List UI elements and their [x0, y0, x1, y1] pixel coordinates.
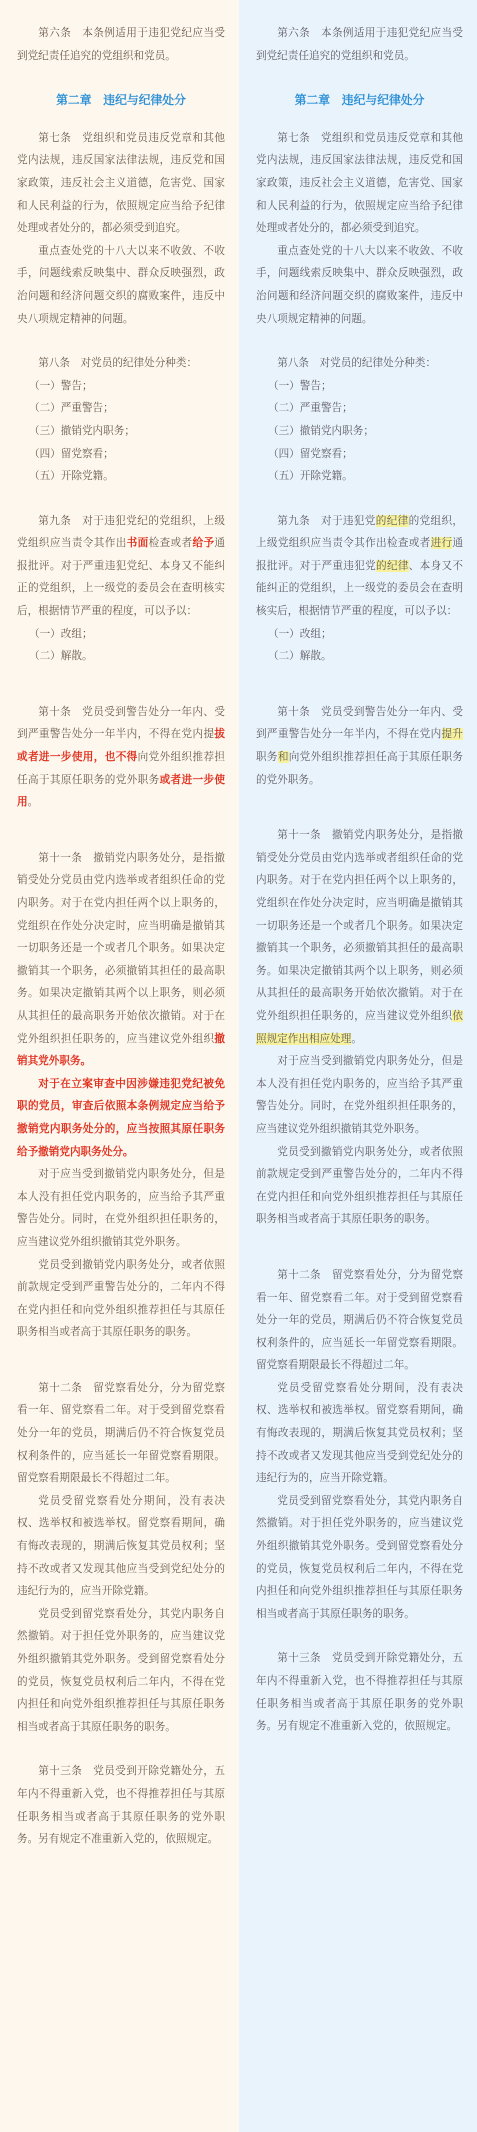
article-7: 第七条 党组织和党员违反党章和其他党内法规，违反国家法律法规，违反党和国家政策，违反社会主义道德，危害党、国家和人民利益的行为，依照规定应当给予纪律处理或者处分的，都必须受到追究。: [256, 131, 463, 235]
changed-text: 依照规定作出相应处理: [256, 1009, 463, 1045]
article-13: 第十三条 党员受到开除党籍处分，五年内不得重新入党，也不得推荐担任与其原任职务相当或者高于其原任职务的党外职务。另有规定不准重新入党的，依照规定。: [256, 1652, 463, 1733]
list-item: （一）警告；: [29, 379, 93, 392]
article-11-para-2: 对于应当受到撤销党内职务处分，但是本人没有担任党内职务的，应当给予其严重警告处分。同时，在党外组织担任职务的，应当建议党外组织撤销其党外职务。: [256, 1055, 463, 1135]
article-9: 第九条 对于违犯党的纪律的党组织，上级党组织应当责令其作出检查或者进行通报批评。对于严重违犯党的纪律、本身又不能纠正的党组织，上一级党的委员会在查明核实后，根据情节严重的程度，可以予以：: [256, 514, 464, 618]
added-text: 或者进一步使用: [17, 773, 226, 809]
article-6: 第六条 本条例适用于违犯党纪应当受到党纪责任追究的党组织和党员。: [256, 27, 463, 62]
article-7-para-2: 重点查处党的十八大以来不收敛、不收手，问题线索反映集中、群众反映强烈，政治问题和经济问题交织的腐败案件，违反中央八项规定精神的问题。: [256, 244, 463, 325]
added-text: 撤销其党外职务。: [17, 1032, 225, 1068]
article-9: 第九条 对于违犯党纪的党组织，上级党组织应当责令其作出书面检查或者给予通报批评。对于严重违犯党纪、本身又不能纠正的党组织，上一级党的委员会在查明核实后，根据情节严重的程度，可以予以：: [17, 514, 226, 618]
article-11-para-2: 对于应当受到撤销党内职务处分，但是本人没有担任党内职务的，应当给予其严重警告处分。同时，在党外组织担任职务的，应当建议党外组织撤销其党外职务。: [17, 1168, 225, 1248]
list-item: （五）开除党籍。: [29, 470, 114, 483]
article-12: 第十二条 留党察看处分，分为留党察看一年、留党察看二年。对于受到留党察看处分一年的党员，期满后仍不符合恢复党员权利条件的，应当延长一年留党察看期限。留党察看期限最长不得超过二年。: [256, 1268, 463, 1372]
list-item: （三）撤销党内职务；: [268, 424, 374, 437]
list-item: （二）严重警告；: [29, 402, 114, 415]
added-text: 或者进一步使用，也不得: [17, 751, 138, 764]
changed-text: 和: [277, 751, 289, 764]
list-item: （四）留党察看；: [29, 447, 114, 460]
article-12-para-3: 党员受到留党察看处分，其党内职务自然撤销。对于担任党外职务的，应当建议党外组织撤销其党外职务。受到留党察看处分的党员，恢复党员权利后二年内，不得在党内担任和向党外组织推荐担任与其原任职务相当或者高于其原任职务的职务。: [256, 1494, 463, 1620]
list-item: （一）改组；: [29, 627, 93, 640]
article-11: 第十一条 撤销党内职务处分，是指撤销受处分党员由党内选举或者组织任命的党内职务。对于在党内担任两个以上职务的，党组织在作处分决定时，应当明确是撤销其一切职务还是一个或者几个职务。如果决定撤销其一个职务，必须撤销其担任的最高职务。如果决定撤销其两个以上职务，则必须从其担任的最高职务开始依次撤销。对于在党外组织担任职务的，应当建议党外组织依照规定作出相应处理。: [256, 829, 463, 1045]
changed-text: 的纪律: [375, 514, 409, 527]
article-12: 第十二条 留党察看处分，分为留党察看一年、留党察看二年。对于受到留党察看处分一年的党员，期满后仍不符合恢复党员权利条件的，应当延长一年留党察看期限。留党察看期限最长不得超过二年。: [17, 1381, 225, 1485]
article-8: 第八条 对党员的纪律处分种类：: [277, 357, 437, 370]
list-item: （一）改组；: [268, 627, 332, 640]
article-11-added-para: 对于在立案审查中因涉嫌违犯党纪被免职的党员，审查后依照本条例规定应当给予撤销党内职务处分的，应当按照其原任职务给予撤销党内职务处分。: [17, 1077, 225, 1158]
article-12-para-2: 党员受留党察看处分期间，没有表决权、选举权和被选举权。留党察看期间，确有悔改表现的，期满后恢复其党员权利；坚持不改或者又发现其他应当受到党纪处分的违纪行为的，应当开除党籍。: [17, 1494, 225, 1598]
list-item: （二）解散。: [268, 650, 332, 663]
chapter-2-heading: 第二章 违纪与纪律处分: [56, 93, 186, 108]
article-11-para-3: 党员受到撤销党内职务处分，或者依照前款规定受到严重警告处分的，二年内不得在党内担任和向党外组织推荐担任与其原任职务相当或者高于其原任职务的职务。: [256, 1145, 463, 1226]
article-13: 第十三条 党员受到开除党籍处分，五年内不得重新入党，也不得推荐担任与其原任职务相当或者高于其原任职务的党外职务。另有规定不准重新入党的，依照规定。: [17, 1765, 225, 1846]
article-7: 第七条 党组织和党员违反党章和其他党内法规，违反国家法律法规，违反党和国家政策，违反社会主义道德，危害党、国家和人民利益的行为，依照规定应当给予纪律处理或者处分的，都必须受到追究。: [17, 131, 225, 235]
list-item: （五）开除党籍。: [268, 470, 353, 483]
added-text: 给予: [192, 537, 215, 550]
article-7-para-2: 重点查处党的十八大以来不收敛、不收手，问题线索反映集中、群众反映强烈，政治问题和经济问题交织的腐败案件，违反中央八项规定精神的问题。: [17, 244, 225, 325]
article-12-para-3: 党员受到留党察看处分，其党内职务自然撤销。对于担任党外职务的，应当建议党外组织撤销其党外职务。受到留党察看处分的党员，恢复党员权利后二年内，不得在党内担任和向党外组织推荐担任与其原任职务相当或者高于其原任职务的职务。: [17, 1607, 225, 1733]
list-item: （二）严重警告；: [268, 402, 353, 415]
article-12-para-2: 党员受留党察看处分期间，没有表决权、选举权和被选举权。留党察看期间，确有悔改表现的，期满后恢复其党员权利；坚持不改或者又发现其他应当受到党纪处分的违纪行为的，应当开除党籍。: [256, 1381, 463, 1485]
right-column: [239, 0, 477, 2132]
chapter-2-heading: 第二章 违纪与纪律处分: [294, 93, 425, 108]
list-item: （四）留党察看；: [268, 447, 353, 460]
article-10: 第十条 党员受到警告处分一年内、受到严重警告处分一年半内，不得在党内提升职务和向党外组织推荐担任高于其原任职务的党外职务。: [256, 705, 464, 786]
added-text: 拔: [214, 728, 225, 741]
changed-text: 的纪律: [376, 559, 409, 572]
article-6: 第六条 本条例适用于违犯党纪应当受到党纪责任追究的党组织和党员。: [17, 27, 225, 62]
changed-text: 提升: [441, 728, 464, 741]
article-11-para-3: 党员受到撤销党内职务处分，或者依照前款规定受到严重警告处分的，二年内不得在党内担任和向党外组织推荐担任与其原任职务相当或者高于其原任职务的职务。: [17, 1258, 225, 1339]
changed-text: 进行: [430, 537, 453, 550]
list-item: （二）解散。: [29, 650, 93, 663]
article-8: 第八条 对党员的纪律处分种类：: [38, 357, 198, 370]
added-text: 书面: [126, 537, 149, 550]
article-10: 第十条 党员受到警告处分一年内、受到严重警告处分一年半内，不得在党内提拔或者进一步使用，也不得向党外组织推荐担任高于其原任职务的党外职务或者进一步使用。: [17, 705, 226, 809]
list-item: （一）警告；: [268, 379, 332, 392]
list-item: （三）撤销党内职务；: [29, 424, 135, 437]
article-11: 第十一条 撤销党内职务处分，是指撤销受处分党员由党内选举或者组织任命的党内职务。对于在党内担任两个以上职务的，党组织在作处分决定时，应当明确是撤销其一切职务还是一个或者几个职务。如果决定撤销其一个职务，必须撤销其担任的最高职务。如果决定撤销其两个以上职务，则必须从其担任的最高职务开始依次撤销。对于在党外组织担任职务的，应当建议党外组织撤销其党外职务。: [17, 851, 225, 1068]
